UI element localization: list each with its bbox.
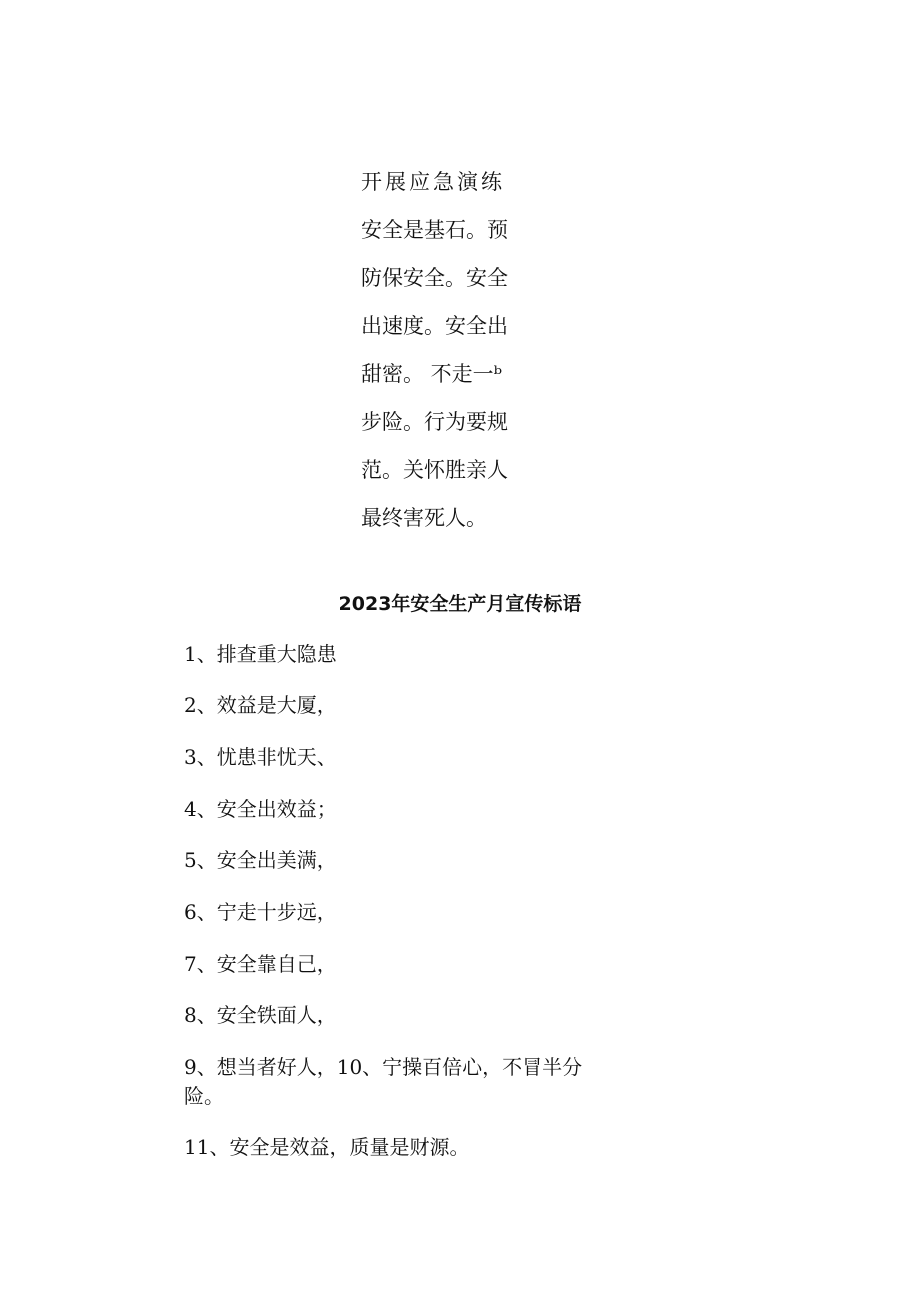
list-item: 9、想当者好人，10、宁操百倍心，不冒半分险。: [184, 1055, 583, 1108]
column-line: 甜密。 不走一ᵇ: [361, 362, 503, 386]
column-line: 步险。行为要规: [361, 410, 508, 434]
column-line: 出速度。安全出: [361, 314, 508, 338]
list-item: 4、安全出效益；: [184, 797, 337, 821]
list-item: 1、排查重大隐患: [184, 642, 337, 666]
column-line: 安全是基石。预: [361, 218, 508, 242]
list-item: 7、安全靠自己，: [184, 952, 337, 976]
document-title: 2023年安全生产月宣传标语: [338, 593, 582, 615]
column-line: 防保安全。安全: [361, 266, 508, 290]
column-line: 范。关怀胜亲人: [361, 458, 508, 482]
column-line: 最终害死人。: [361, 506, 487, 530]
list-item: 5、安全出美满，: [184, 848, 337, 872]
list-item: 11、安全是效益，质量是财源。: [184, 1135, 470, 1159]
list-item: 6、宁走十步远，: [184, 900, 337, 924]
list-item: 3、忧患非忧天、: [184, 745, 337, 769]
list-item: 8、安全铁面人，: [184, 1003, 337, 1027]
list-item: 2、效益是大厦，: [184, 693, 337, 717]
column-line: 开展应急演练: [361, 170, 505, 194]
